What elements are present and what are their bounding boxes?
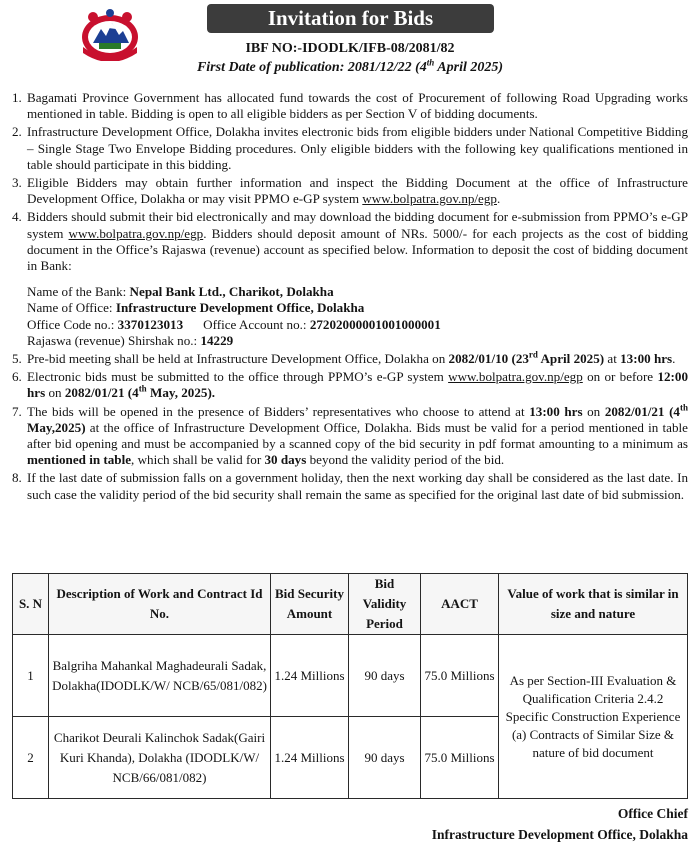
cell-bid-validity: 90 days	[349, 717, 421, 799]
cell-description: Balgriha Mahankal Maghadeurali Sadak, Dolakha(IDODLK/W/ NCB/65/081/082)	[49, 635, 271, 717]
signatory-office: Infrastructure Development Office, Dolakha	[431, 827, 688, 842]
clause-1: 1. Bagamati Province Government has allocated fund towards the cost of Procurement of following Road Upgrading works mentioned in table. Bidding is open to all eligible bidders as per Section V of bidding documents.	[12, 90, 688, 122]
clause-4: 4. Bidders should submit their bid electronically and may download the bidding document for e-submission from PPMO’s e-GP system www.bolpatra.gov.np/egp. Bidders should deposit amount of NRs. 5000/- for each projects as the cost of bidding document in the Office’s Rajaswa (revenue) account as specified below. Information to deposit the cost of bidding document in Bank: Name of the Bank: Nepal Bank Ltd., Charikot, Dolakha Name of Office: Infrastructure Development Office, Dolakha Office Code no.: 3370123013 Office Account no.: 27202000001001000001 Rajaswa (revenue) Shirshak no.: 14229	[12, 209, 688, 348]
cell-similar-work: As per Section-III Evaluation & Qualification Criteria 2.4.2 Specific Construction Experience (a) Contracts of Similar Size & nature of bid document	[499, 635, 688, 799]
cell-bid-validity: 90 days	[349, 635, 421, 717]
signatory-title: Office Chief	[617, 806, 688, 821]
col-description: Description of Work and Contract Id No.	[49, 574, 271, 635]
cell-aact: 75.0 Millions	[421, 717, 499, 799]
cell-sn: 2	[13, 717, 49, 799]
col-sn: S. N	[13, 574, 49, 635]
col-similar-work: Value of work that is similar in size and nature	[499, 574, 688, 635]
bank-details: Name of the Bank: Nepal Bank Ltd., Charikot, Dolakha Name of Office: Infrastructure Development Office, Dolakha Office Code no.: 3370123013 Office Account no.: 27202000001001000001 Rajaswa (revenue) Shirshak no.: 14229	[27, 284, 441, 348]
cell-aact: 75.0 Millions	[421, 635, 499, 717]
ibf-number: IBF NO:-IDODLK/IFB-08/2081/82	[245, 41, 455, 56]
cell-description: Charikot Deurali Kalinchok Sadak(Gairi Kuri Khanda), Dolakha (IDODLK/W/ NCB/66/081/082)	[49, 717, 271, 799]
clause-3: 3. Eligible Bidders may obtain further information and inspect the Bidding Document at the office of Infrastructure Development Office, Dolakha or may visit PPMO e-GP system www.bolpatra.gov.np/egp.	[12, 175, 688, 207]
clause-8: 8. If the last date of submission falls on a government holiday, then the next working day shall be considered as the last date. In such case the validity period of the bid security shall remain the same as specified for the original last date of bid submission.	[12, 470, 688, 502]
egp-link[interactable]: www.bolpatra.gov.np/egp	[448, 369, 583, 385]
publication-date: First Date of publication: 2081/12/22 (4th April 2025)	[196, 57, 504, 75]
col-bid-validity: Bid Validity Period	[349, 574, 421, 635]
clause-7: 7. The bids will be opened in the presence of Bidders’ representatives who choose to attend at 13:00 hrs on 2082/01/21 (4th May,2025) at the office of Infrastructure Development Office, Dolakha. Bids must be valid for a period mentioned in table after bid opening and must be accompanied by a scanned copy of the bid security in pdf format amounting to a minimum as mentioned in table, which shall be valid for 30 days beyond the validity period of the bid.	[12, 402, 688, 468]
cell-bid-security: 1.24 Millions	[271, 635, 349, 717]
clause-5: 5. Pre-bid meeting shall be held at Infrastructure Development Office, Dolakha on 2082/01/10 (23rd April 2025) at 13:00 hrs.	[12, 349, 676, 367]
cell-bid-security: 1.24 Millions	[271, 717, 349, 799]
notice-body	[12, 90, 688, 505]
clause-6: 6. Electronic bids must be submitted to the office through PPMO’s e-GP system www.bolpatra.gov.np/egp on or before 12:00 hrs on 2082/01/21 (4th May, 2025).	[12, 369, 688, 401]
bid-table	[12, 573, 688, 799]
clause-2: 2. Infrastructure Development Office, Dolakha invites electronic bids from eligible bidders under National Competitive Bidding – Single Stage Two Envelope Bidding procedures. Only eligible bidders with the following key qualifications mentioned in table should participate in this bidding.	[12, 124, 688, 172]
egp-link[interactable]: www.bolpatra.gov.np/egp	[68, 225, 204, 241]
cell-sn: 1	[13, 635, 49, 717]
notice-title: Invitation for Bids	[207, 4, 494, 33]
col-bid-security: Bid Security Amount	[271, 574, 349, 635]
egp-link[interactable]: www.bolpatra.gov.np/egp	[362, 191, 497, 207]
table-header-row	[13, 574, 688, 635]
table-row	[13, 635, 688, 717]
col-aact: AACT	[421, 574, 499, 635]
